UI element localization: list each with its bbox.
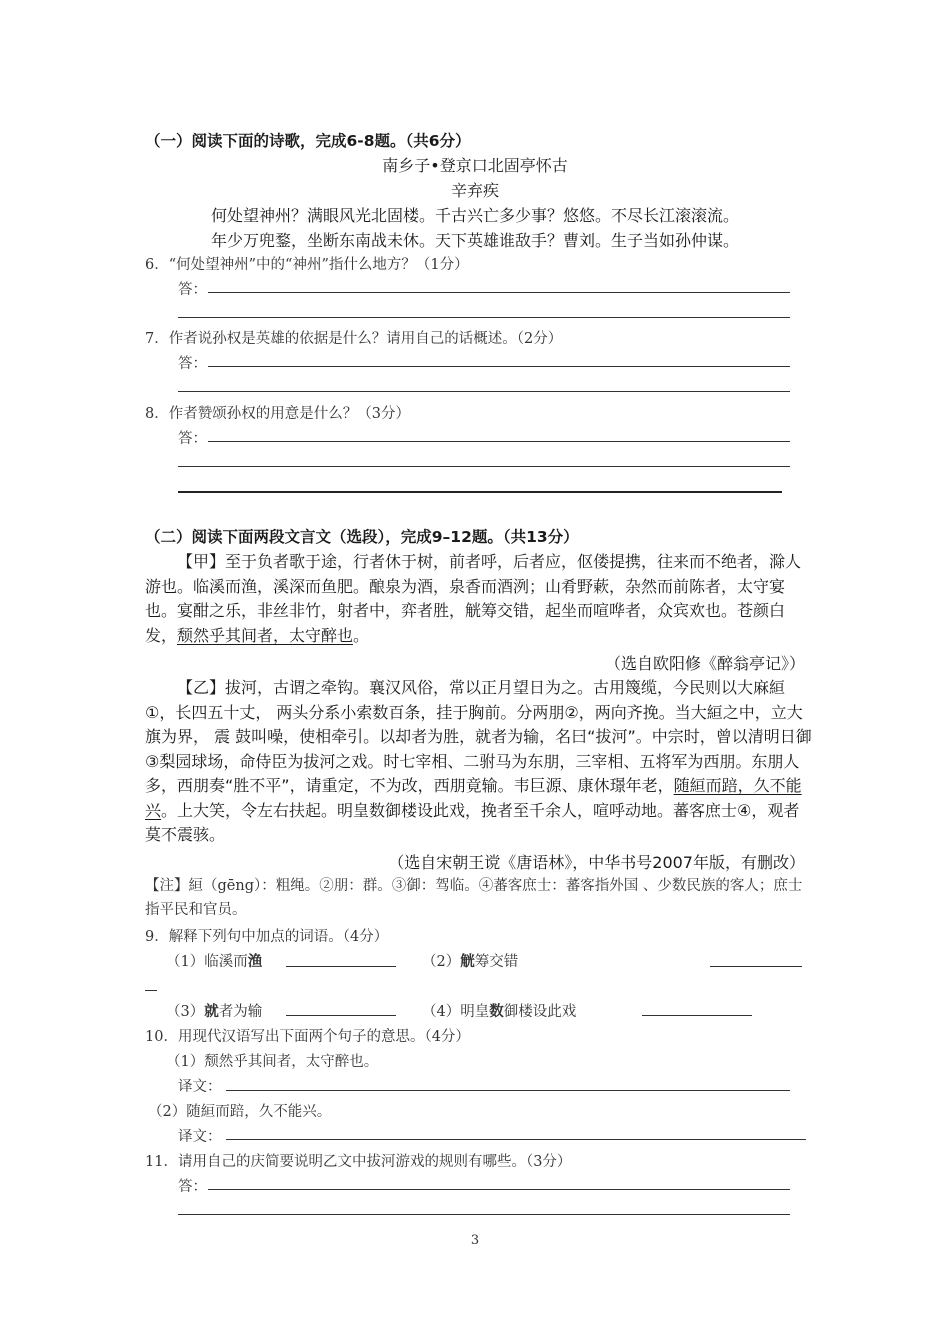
translation-line-1[interactable] [226, 1090, 790, 1091]
answer-line[interactable] [208, 366, 790, 367]
q9-blank-1[interactable] [286, 966, 396, 967]
question-6: 6．“何处望神州”中的“神州”指什么地方？（1分） [145, 257, 469, 273]
answer-line[interactable] [208, 1189, 790, 1190]
q9-blank-3[interactable] [286, 1015, 396, 1016]
answer-line[interactable] [208, 292, 790, 293]
poem-line-2: 年少万兜鍪，坐断东南战未休。天下英雄谁敌手？曹刘。生子当如孙仲谋。 [210, 231, 739, 250]
answer-label-q8: 答： [178, 431, 207, 447]
page-number: 3 [470, 1233, 480, 1248]
passage-yi-end: 。上大笑，令左右扶起。明皇数御楼设此戏，挽者至千余人，喧呼动地。蕃客庶士④，观者莫不震骇。 [145, 800, 800, 844]
translation-line-2[interactable] [226, 1139, 806, 1140]
annotation-notes: 【注】絙（gēng）：粗绳。②朋：群。③御：驾临。④蕃客庶士：蕃客指外国 、少数民族的客人；庶士指平民和官员。 [145, 878, 803, 918]
question-7: 7．作者说孙权是英雄的依据是什么？请用自己的话概述。（2分） [145, 331, 563, 347]
q9-blank-2[interactable] [710, 966, 802, 967]
section-1-title: （一）阅读下面的诗歌，完成6-8题。（共6分） [145, 132, 471, 150]
passage-jia [145, 550, 815, 648]
answer-line[interactable] [178, 391, 790, 392]
q10-sentence-2: （2）随絙而踣，久不能兴。 [148, 1104, 332, 1120]
passage-yi-underlined: 随絙而踣，久不能兴 [145, 776, 802, 820]
section-2-title: （二）阅读下面两段文言文（选段），完成9–12题。（共13分） [145, 528, 579, 546]
answer-label-q7: 答： [178, 356, 207, 372]
passage-jia-source: （选自欧阳修《醉翁亭记》） [604, 654, 805, 673]
q9-item-4: （4）明皇数御楼设此戏 [422, 1003, 577, 1020]
question-10: 10．用现代汉语写出下面两个句子的意思。（4分） [145, 1029, 470, 1045]
passage-yi [145, 676, 815, 848]
poet-name: 辛弃疾 [450, 181, 499, 200]
passage-yi-text: 【乙】拔河，古谓之牵钩。襄汉风俗，常以正月望日为之。古用篾缆，今民则以大麻絙①，长四五十丈， 两头分系小索数百条，挂于胸前。分两朋②，两向齐挽。当大絙之中，立大旗为界， 震 鼓叫噪，使相牵引。以却者为胜，就者为输，名曰“拔河”。中宗时，曾以清明日御③梨园球场，命侍臣为拔河之戏。时七宰相、二驸马为东朋，三宰相、五将军为西朋。东朋人多，西朋奏“胜不平”，请重定，不为改，西朋竟输。韦巨源、康休璟年老， [145, 678, 812, 795]
answer-line[interactable] [208, 441, 790, 442]
translation-label-2: 译文： [178, 1129, 222, 1145]
q10-sentence-1: （1）颓然乎其间者，太守醉也。 [166, 1054, 379, 1070]
q9-item-2: （2）觥筹交错 [422, 953, 519, 970]
answer-line[interactable] [178, 491, 782, 493]
answer-line[interactable] [178, 317, 790, 318]
answer-line[interactable] [178, 466, 790, 467]
q9-blank-4[interactable] [642, 1015, 752, 1016]
q9-item-1: （1）临溪而渔 [166, 953, 263, 970]
answer-line[interactable] [178, 1214, 790, 1215]
answer-label-q6: 答： [178, 282, 207, 298]
poem-line-1: 何处望神州？满眼风光北固楼。千古兴亡多少事？悠悠。不尽长江滚滚流。 [210, 206, 739, 225]
passage-jia-underlined: 颓然乎其间者，太守醉也 [177, 625, 354, 645]
poem-title: 南乡子•登京口北固亭怀古 [382, 156, 568, 175]
answer-label-q11: 答： [178, 1179, 207, 1195]
passage-yi-source: （选自宋朝王谠《唐语林》，中华书号2007年版，有删改） [388, 853, 805, 872]
question-11: 11．请用自己的庆简要说明乙文中拔河游戏的规则有哪些。（3分） [145, 1154, 572, 1170]
passage-jia-text: 【甲】至于负者歌于途，行者休于树，前者呼，后者应，伛偻提携，往来而不绝者，滁人游也。临溪而渔，溪深而鱼肥。酿泉为酒，泉香而酒洌；山肴野蔌，杂然而前陈者，太守宴也。宴酣之乐，非丝非竹，射者中，弈者胜，觥筹交错，起坐而喧哗者，众宾欢也。苍颜白发， [145, 552, 802, 645]
q9-item-3: （3）就者为输 [166, 1003, 263, 1020]
translation-label-1: 译文： [178, 1079, 222, 1095]
q9-blank-2-wrap[interactable] [145, 990, 157, 991]
passage-jia-end: 。 [353, 625, 370, 645]
question-8: 8．作者赞颂孙权的用意是什么？（3分） [145, 406, 410, 422]
question-9: 9．解释下列句中加点的词语。（4分） [145, 929, 389, 945]
